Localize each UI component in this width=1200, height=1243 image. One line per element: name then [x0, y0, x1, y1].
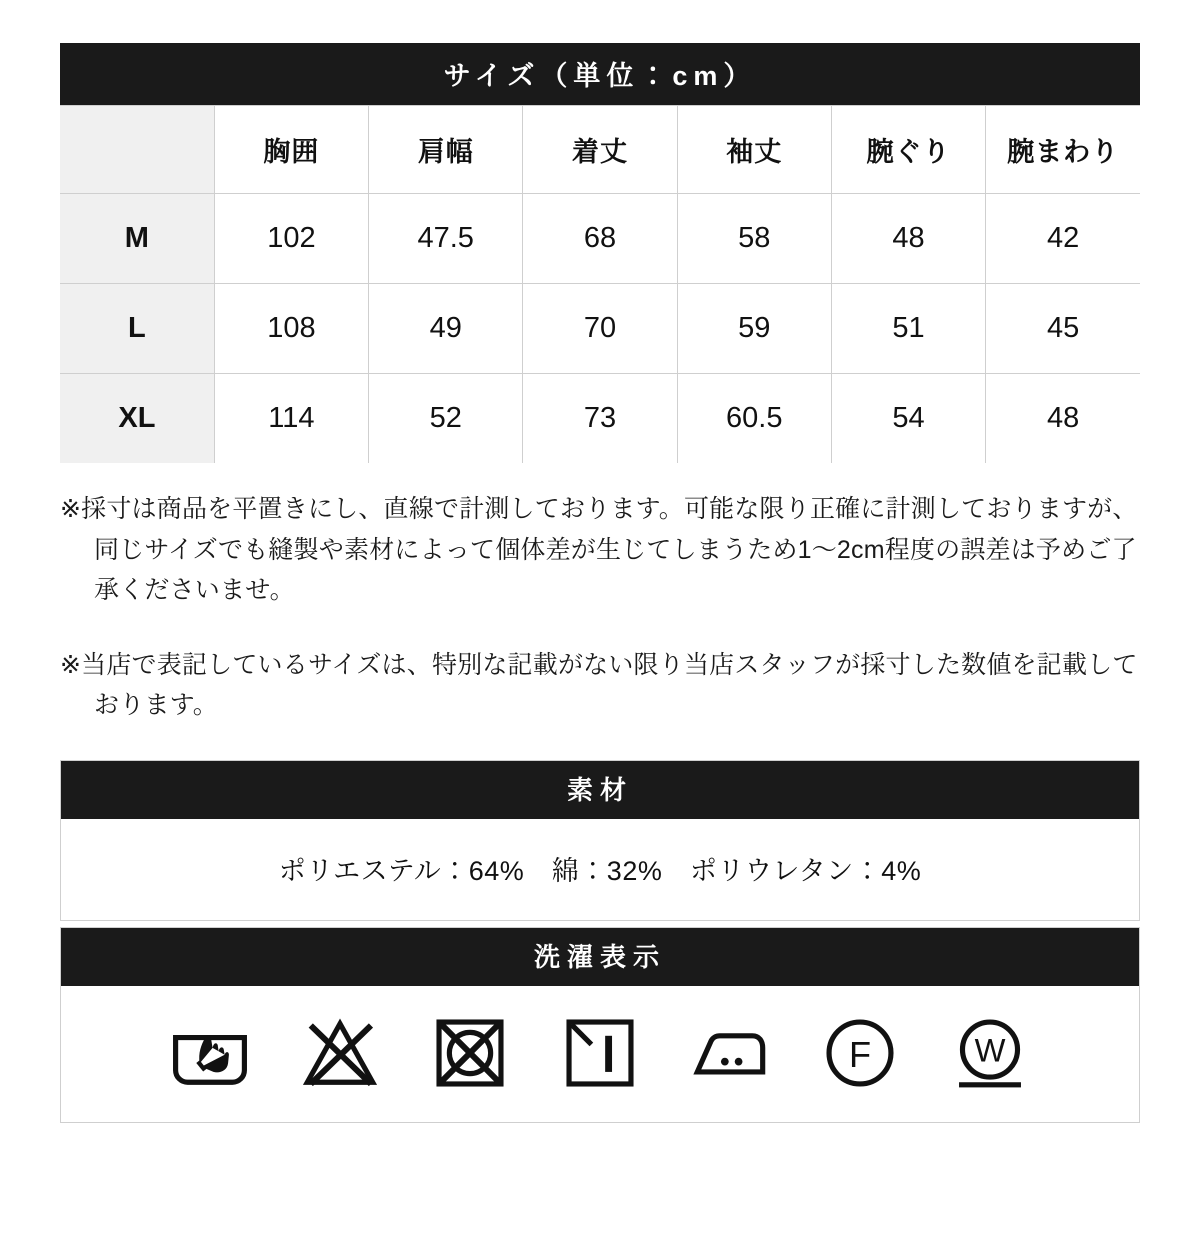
- cell-l-length: 70: [523, 283, 677, 373]
- note-staff-measured: ※当店で表記しているサイズは、特別な記載がない限り当店スタッフが採寸した数値を記載しております。: [60, 650, 1138, 719]
- cell-l-bust: 108: [214, 283, 368, 373]
- row-label-l: L: [60, 283, 214, 373]
- svg-text:F: F: [848, 1033, 872, 1075]
- column-header-bust: 胸囲: [214, 105, 368, 193]
- size-table: [60, 43, 1140, 463]
- cell-m-arm-circumference: 42: [986, 193, 1140, 283]
- cell-xl-arm-circumference: 48: [986, 373, 1140, 463]
- cell-l-armhole: 51: [831, 283, 985, 373]
- cell-l-arm-circumference: 45: [986, 283, 1140, 373]
- hand-wash-icon: [167, 1010, 253, 1096]
- column-header-length: 着丈: [523, 105, 677, 193]
- cell-xl-armhole: 54: [831, 373, 985, 463]
- cell-xl-sleeve: 60.5: [677, 373, 831, 463]
- size-table-body: [60, 193, 1140, 463]
- material-section-title: 素材: [61, 761, 1139, 819]
- column-header-sleeve: 袖丈: [677, 105, 831, 193]
- size-table-title: サイズ（単位：cm）: [60, 43, 1140, 105]
- table-row: [60, 193, 1140, 283]
- wet-clean-w-icon: [947, 1010, 1033, 1096]
- column-header-shoulder: 肩幅: [369, 105, 523, 193]
- svg-text:W: W: [974, 1031, 1006, 1069]
- cell-m-length: 68: [523, 193, 677, 283]
- notes-block: [60, 489, 1140, 726]
- table-row: [60, 283, 1140, 373]
- no-bleach-icon: [297, 1010, 383, 1096]
- cell-m-bust: 102: [214, 193, 368, 283]
- cell-xl-shoulder: 52: [369, 373, 523, 463]
- iron-low-icon: [687, 1010, 773, 1096]
- column-header-armhole: 腕ぐり: [831, 105, 985, 193]
- cell-xl-length: 73: [523, 373, 677, 463]
- cell-xl-bust: 114: [214, 373, 368, 463]
- table-row: [60, 373, 1140, 463]
- no-tumble-dry-icon: [427, 1010, 513, 1096]
- cell-m-shoulder: 47.5: [369, 193, 523, 283]
- material-section: [60, 760, 1140, 921]
- row-label-xl: XL: [60, 373, 214, 463]
- line-dry-vertical-icon: [557, 1010, 643, 1096]
- note-measurement: ※採寸は商品を平置きにし、直線で計測しております。可能な限り正確に計測しておりますが、同じサイズでも縫製や素材によって個体差が生じてしまうため1〜2cm程度の誤差は予めご了承くださいませ。: [60, 495, 1138, 604]
- column-header-arm-circumference: 腕まわり: [986, 105, 1140, 193]
- cell-m-sleeve: 58: [677, 193, 831, 283]
- material-composition-text: ポリエステル：64% 綿：32% ポリウレタン：4%: [278, 855, 922, 886]
- care-section: [60, 927, 1140, 1123]
- care-icon-row: [61, 986, 1139, 1122]
- row-label-m: M: [60, 193, 214, 283]
- size-table-corner-cell: [60, 105, 214, 193]
- cell-l-sleeve: 59: [677, 283, 831, 373]
- dry-clean-f-icon: [817, 1010, 903, 1096]
- cell-l-shoulder: 49: [369, 283, 523, 373]
- size-table-header-row: [60, 105, 1140, 193]
- cell-m-armhole: 48: [831, 193, 985, 283]
- care-section-title: 洗濯表示: [61, 928, 1139, 986]
- size-spec-page: [0, 43, 1200, 1243]
